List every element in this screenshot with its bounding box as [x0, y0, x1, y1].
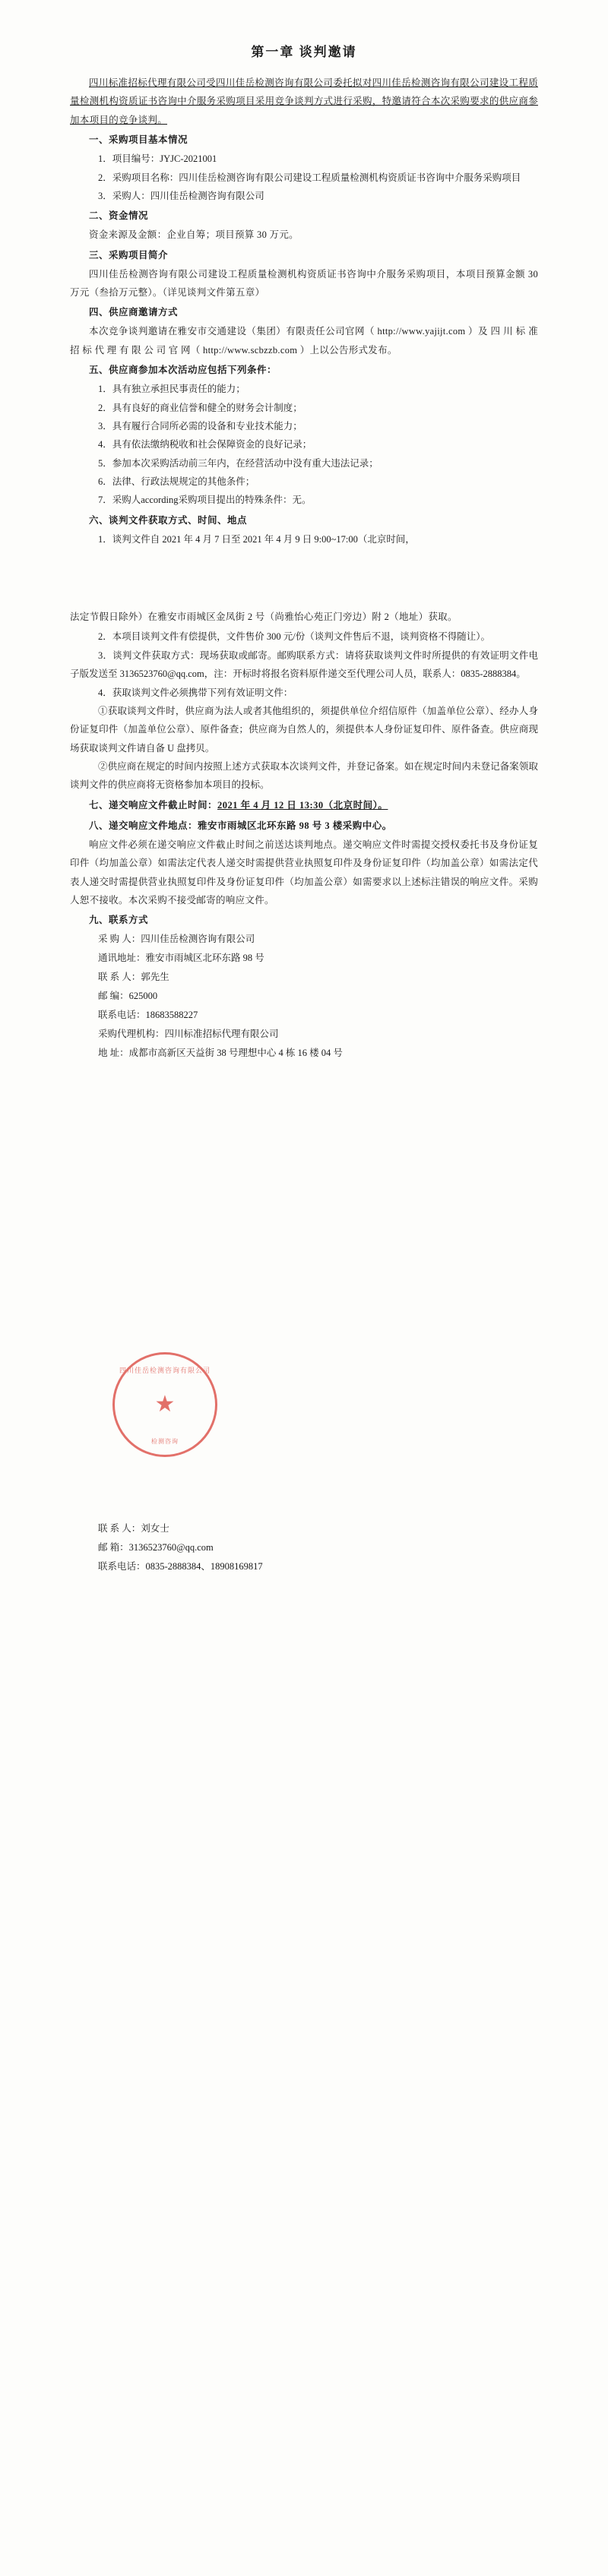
section-7-value: 2021 年 4 月 12 日 13:30（北京时间）。	[217, 799, 388, 811]
seal-top-text: 四川佳岳检测咨询有限公司	[119, 1367, 211, 1374]
document-page-2	[0, 577, 608, 1474]
document-page-3	[0, 1474, 608, 2576]
section-7-heading-text: 七、递交响应文件截止时间：	[89, 799, 218, 811]
section-heading-6: 六、谈判文件获取方式、时间、地点	[89, 514, 248, 526]
section-1-item-2: 2．采购项目名称：四川佳岳检测咨询有限公司建设工程质量检测机构资质证书咨询中介服务采购项目	[98, 172, 521, 183]
section-heading-3: 三、采购项目简介	[89, 249, 169, 261]
page2-line-6: ②供应商在规定的时间内按照上述方式获取本次谈判文件，并登记备案。如在规定时间内未登记备案领取谈判文件的供应商将无资格参加本项目的投标。	[70, 761, 538, 791]
section-6-item-1: 1．谈判文件自 2021 年 4 月 7 日至 2021 年 4 月 9 日 9:00~17:00（北京时间，	[98, 533, 415, 545]
intro-paragraph: 四川标准招标代理有限公司受四川佳岳检测咨询有限公司委托拟对四川佳岳检测咨询有限公司建设工程质量检测机构资质证书咨询中介服务采购项目采用竞争谈判方式进行采购，特邀请符合本次采购要求的供应商参加本项目的竞争谈判。	[70, 77, 538, 125]
seal-star-icon: ★	[154, 1392, 176, 1417]
contact-agency-address: 地 址：成都市高新区天益街 38 号理想中心 4 栋 16 楼 04 号	[98, 1048, 343, 1059]
company-seal-stamp	[112, 1352, 217, 1457]
section-2-item-1: 资金来源及金额：企业自筹；项目预算 30 万元。	[89, 229, 299, 241]
section-5-item-1: 1．具有独立承担民事责任的能力；	[98, 384, 245, 395]
section-3-item-1: 四川佳岳检测咨询有限公司建设工程质量检测机构资质证书咨询中介服务采购项目，本项目预算金额 30 万元（叁拾万元整）。（详见谈判文件第五章）	[70, 268, 538, 298]
section-8-heading-text: 八、递交响应文件地点：	[89, 820, 198, 831]
page-title: 第一章 谈判邀请	[251, 45, 357, 59]
section-1-item-3: 3．采购人：四川佳岳检测咨询有限公司	[98, 190, 264, 201]
section-heading-7	[70, 796, 538, 815]
document-page-1	[0, 0, 608, 577]
section-4-item-1: 本次竞争谈判邀请在雅安市交通建设（集团）有限责任公司官网（ http://www.yajijt.com ）及 四 川 标 准 招 标 代 理 有 限 公 司 官 网（ http://www.scbzzb.com ）上以公告形式发布。	[70, 326, 538, 356]
section-heading-5: 五、供应商参加本次活动应包括下列条件：	[89, 365, 277, 376]
page2-line-5: ①获取谈判文件时，供应商为法人或者其他组织的，须提供单位介绍信原件（加盖单位公章）、经办人身份证复印件（加盖单位公章）、原件备查；供应商为自然人的，须提供本人身份证复印件、原件备查。供应商现场获取谈判文件请自备 U 盘拷贝。	[70, 705, 538, 754]
section-heading-1: 一、采购项目基本情况	[89, 134, 188, 146]
page2-line-1: 法定节假日除外）在雅安市雨城区金凤街 2 号（尚雅怡心苑正门旁边）附 2（地址）获取。	[70, 612, 458, 622]
section-5-item-4: 4．具有依法缴纳税收和社会保障资金的良好记录；	[98, 439, 312, 450]
seal-bottom-text: 检测咨询	[151, 1438, 179, 1445]
section-heading-8	[70, 817, 538, 836]
contact-phone: 联系电话：18683588227	[98, 1010, 198, 1021]
page3-contact-phone: 联系电话：0835-2888384、18908169817	[98, 1561, 263, 1572]
page2-closing-paragraph: 响应文件必须在递交响应文件截止时间之前送达谈判地点。递交响应文件时需提交授权委托书及身份证复印件（均加盖公章）如需法定代表人递交时需提供营业执照复印件及身份证复印件（均加盖公章）如需法定代表人递交时需提供营业执照复印件及身份证复印件（均加盖公章）如需要求以上述标注错误的响应文件。采购人恕不接收。本次采购不接受邮寄的响应文件。	[70, 839, 538, 906]
contact-address: 通讯地址：雅安市雨城区北环东路 98 号	[98, 953, 264, 964]
page3-contact-person: 联 系 人：刘女士	[98, 1523, 169, 1534]
contact-person: 联 系 人：郭先生	[98, 972, 169, 983]
page2-line-3: 3．谈判文件获取方式：现场获取或邮寄。邮购联系方式：请将获取谈判文件时所提供的有效证明文件电子版发送至 3136523760@qq.com，注：开标时将报名资料原件递交至代理公司人员，联系人：0835-2888384。	[70, 650, 538, 680]
contact-postcode: 邮 编：625000	[98, 991, 158, 1002]
section-5-item-7: 7．采购人according采购项目提出的特殊条件：无。	[98, 495, 312, 506]
contact-agency: 采购代理机构：四川标准招标代理有限公司	[98, 1029, 279, 1040]
page3-contact-email: 邮 箱：3136523760@qq.com	[98, 1542, 214, 1553]
section-1-item-1: 1．项目编号：JYJC-2021001	[98, 153, 217, 165]
contact-purchaser: 采 购 人：四川佳岳检测咨询有限公司	[98, 934, 255, 945]
section-heading-2: 二、资金情况	[89, 210, 149, 222]
section-heading-9: 九、联系方式	[89, 915, 149, 926]
section-8-value: 雅安市雨城区北环东路 98 号 3 楼采购中心。	[198, 820, 392, 831]
section-heading-4: 四、供应商邀请方式	[89, 307, 179, 318]
page2-line-2: 2．本项目谈判文件有偿提供，文件售价 300 元/份（谈判文件售后不退，谈判资格不得随让）。	[98, 631, 490, 643]
section-5-item-6: 6．法律、行政法规规定的其他条件；	[98, 476, 255, 487]
section-5-item-2: 2．具有良好的商业信誉和健全的财务会计制度；	[98, 402, 302, 413]
page2-line-4: 4．获取谈判文件必须携带下列有效证明文件：	[98, 687, 293, 698]
section-5-item-3: 3．具有履行合同所必需的设备和专业技术能力；	[98, 420, 302, 431]
section-5-item-5: 5．参加本次采购活动前三年内，在经营活动中没有重大违法记录；	[98, 457, 378, 469]
